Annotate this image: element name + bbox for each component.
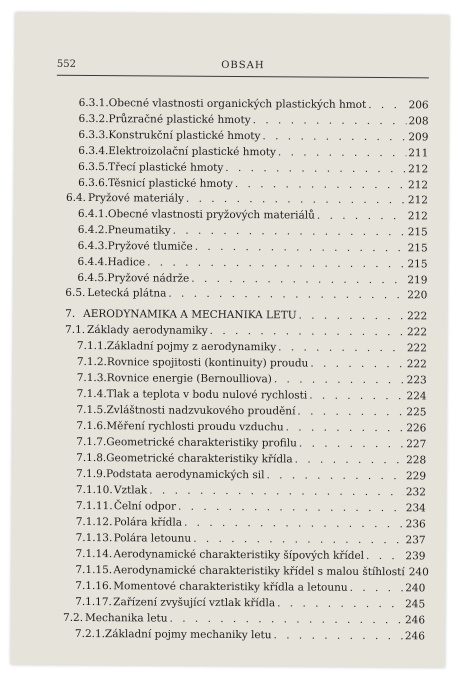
dot-leader xyxy=(262,129,406,145)
entry-title: Konstrukční plastické hmoty xyxy=(108,129,261,143)
entry-title: Letecká plátna xyxy=(87,287,167,300)
entry-title: Rovnice spojitosti (kontinuity) proudu xyxy=(106,356,309,370)
entry-page: 240 xyxy=(408,566,429,579)
entry-title: Měření rychlosti proudu vzduchu xyxy=(106,420,284,434)
entry-page: 206 xyxy=(408,99,429,112)
page-number: 552 xyxy=(56,58,77,70)
entry-title: Zvláštnosti nadzvukového proudění xyxy=(106,404,296,418)
entry-number: 6.3.2. xyxy=(78,112,109,126)
entry-page: 222 xyxy=(406,342,427,355)
dot-leader xyxy=(286,420,405,436)
entry-page: 227 xyxy=(406,438,427,451)
dot-leader xyxy=(225,161,406,177)
entry-page: 222 xyxy=(407,310,428,323)
dot-leader xyxy=(149,483,404,500)
toc-entry xyxy=(76,467,426,484)
dot-leader xyxy=(178,500,404,517)
toc-entry xyxy=(76,451,426,468)
dot-leader xyxy=(195,240,406,256)
entry-title: Momentové charakteristiky křídla a letounu xyxy=(113,580,348,594)
entry-number: 7.1. xyxy=(65,323,86,336)
toc-entry xyxy=(76,499,426,516)
entry-number: 7.1.17. xyxy=(75,595,112,609)
toc-entry xyxy=(77,339,427,356)
dot-leader xyxy=(210,324,405,340)
toc-entry xyxy=(77,387,427,404)
entry-number: 7.1.11. xyxy=(75,499,113,513)
dot-leader xyxy=(366,549,404,564)
entry-title: Čelní odpor xyxy=(113,500,177,513)
entry-page: 245 xyxy=(405,598,426,611)
entry-title: Tlak a teplota v bodu nulové rychlosti xyxy=(106,388,308,402)
dot-leader xyxy=(193,532,403,548)
toc-entry xyxy=(78,112,428,129)
running-title: OBSAH xyxy=(221,59,265,72)
entry-number: 6.3.4. xyxy=(78,144,109,158)
entry-title: Polára křídla xyxy=(113,516,183,529)
entry-title: Geometrické charakteristiky profilu xyxy=(106,436,297,450)
entry-number: 7.1.1. xyxy=(76,339,108,353)
entry-number: 6.4.4. xyxy=(77,255,108,269)
toc-entry xyxy=(76,419,426,436)
entry-title: Základní pojmy z aerodynamiky xyxy=(106,340,277,354)
toc-entry xyxy=(77,371,427,388)
dot-leader xyxy=(186,192,406,209)
toc-entry xyxy=(78,144,428,161)
dot-leader xyxy=(317,209,406,225)
dot-leader xyxy=(278,340,405,356)
entry-number: 7.1.15. xyxy=(75,563,113,577)
toc-entry xyxy=(77,355,427,372)
entry-number: 7.1.5. xyxy=(76,403,107,417)
entry-number: 7.1.9. xyxy=(76,467,107,481)
toc-entry xyxy=(78,223,428,240)
entry-page: 215 xyxy=(407,226,428,239)
entry-page: 237 xyxy=(405,534,426,547)
entry-title: Vztlak xyxy=(113,484,148,497)
entry-title: Rovnice energie (Bernoulliova) xyxy=(106,372,272,386)
dot-leader xyxy=(253,113,407,129)
entry-number: 7.1.14. xyxy=(75,547,113,561)
entry-number: 7.1.2. xyxy=(76,355,107,369)
entry-title: Podstata aerodynamických sil xyxy=(106,468,265,482)
entry-page: 246 xyxy=(404,630,425,643)
entry-number: 6.3.1. xyxy=(78,96,109,110)
entry-title: Elektroizolační plastické hmoty xyxy=(108,145,276,159)
toc-entry xyxy=(65,286,427,304)
entry-number: 7.1.10. xyxy=(75,483,113,497)
toc-entry xyxy=(75,595,425,612)
entry-number: 7. xyxy=(65,307,76,320)
entry-number: 6.4.5. xyxy=(77,271,108,285)
entry-title: Polára letounu xyxy=(113,532,192,545)
entry-page: 220 xyxy=(407,289,428,302)
entry-page: 222 xyxy=(406,358,427,371)
entry-number: 6.5. xyxy=(65,286,86,299)
entry-number: 7.1.4. xyxy=(76,387,107,401)
toc-entry xyxy=(76,435,426,452)
toc-entry xyxy=(76,515,426,532)
entry-number: 6.4.3. xyxy=(77,239,108,253)
entry-number: 6.3.3. xyxy=(78,128,109,142)
entry-number: 7.2. xyxy=(63,611,84,624)
entry-page: 212 xyxy=(407,210,428,223)
entry-title: Zařízení zvyšující vztlak křídla xyxy=(113,596,276,610)
entry-page: 236 xyxy=(405,518,426,531)
entry-number: 7.1.16. xyxy=(75,579,113,593)
entry-page: 239 xyxy=(405,550,426,563)
entry-page: 215 xyxy=(407,258,428,271)
entry-page: 246 xyxy=(404,614,426,627)
entry-page: 212 xyxy=(407,179,429,192)
entry-page: 229 xyxy=(405,470,427,483)
toc-entry xyxy=(78,239,428,256)
toc-entry xyxy=(76,403,426,420)
toc-entry xyxy=(75,563,429,580)
dot-leader xyxy=(310,357,405,373)
toc-entry xyxy=(78,160,428,177)
dot-leader xyxy=(309,389,404,405)
dot-leader xyxy=(299,308,406,324)
entry-page: 208 xyxy=(408,115,429,128)
entry-title: Obecné vlastnosti organických plastických hmot xyxy=(108,97,367,111)
toc-entry xyxy=(75,579,425,596)
entry-title: Obecné vlastnosti pryžových materiálů xyxy=(107,208,315,222)
entry-page: 224 xyxy=(406,390,427,403)
entry-title: Základní pojmy mechaniky letu xyxy=(104,628,272,642)
entry-page: 234 xyxy=(405,502,426,515)
dot-leader xyxy=(278,145,406,161)
table-of-contents xyxy=(11,12,450,667)
dot-leader xyxy=(235,177,406,193)
entry-title: Geometrické charakteristiky křídla xyxy=(106,452,293,466)
toc-entry xyxy=(66,191,428,209)
dot-leader xyxy=(168,287,405,304)
entry-title: Aerodynamické charakteristiky šípových křídel xyxy=(113,548,365,562)
dot-leader xyxy=(368,98,406,113)
toc-entry xyxy=(65,323,427,341)
entry-number: 6.3.6. xyxy=(78,176,109,190)
entry-title: Pryžové materiály xyxy=(87,192,184,205)
dot-leader xyxy=(173,224,406,241)
toc-entry xyxy=(75,547,425,564)
dot-leader xyxy=(277,596,403,612)
entry-page: 211 xyxy=(408,147,429,160)
entry-page: 212 xyxy=(407,194,429,207)
entry-number: 7.1.7. xyxy=(76,435,107,449)
toc-entry xyxy=(78,128,428,145)
entry-number: 6.4.2. xyxy=(77,223,108,237)
toc-entry xyxy=(78,207,428,224)
dot-leader xyxy=(295,452,405,468)
entry-page: 240 xyxy=(405,582,426,595)
entry-title: Průzračné plastické hmoty xyxy=(108,113,251,127)
entry-page: 226 xyxy=(406,422,427,435)
entry-title: Hadice xyxy=(107,256,146,269)
entry-title: Aerodynamické charakteristiky křídel s malou štíhlostí xyxy=(113,564,405,579)
entry-page: 223 xyxy=(406,374,427,387)
book-page xyxy=(11,12,450,667)
entry-title: Pneumatiky xyxy=(107,224,171,237)
entry-page: 228 xyxy=(406,454,427,467)
entry-number: 7.2.1. xyxy=(74,627,106,641)
dot-leader xyxy=(274,628,403,644)
dot-leader xyxy=(274,372,405,388)
entry-number: 6.4. xyxy=(65,191,87,204)
entry-number: 7.1.8. xyxy=(76,451,107,465)
entry-number: 6.3.5. xyxy=(78,160,109,174)
entry-page: 222 xyxy=(406,326,428,339)
entry-title: AERODYNAMIKA A MECHANIKA LETU xyxy=(83,307,297,322)
entry-number: 6.4.1. xyxy=(77,207,108,221)
entry-title: Těsnicí plastické hmoty xyxy=(108,177,233,191)
entry-page: 215 xyxy=(407,242,428,255)
toc-entry xyxy=(76,531,426,548)
entry-number: 7.1.3. xyxy=(76,371,107,385)
entry-number: 7.1.12. xyxy=(75,515,113,529)
entry-title: Mechanika letu xyxy=(85,611,168,625)
entry-title: Pryžové nádrže xyxy=(107,272,190,285)
entry-page: 209 xyxy=(408,131,429,144)
dot-leader xyxy=(266,468,404,484)
entry-title: Pryžové tlumiče xyxy=(107,240,193,253)
toc-entry xyxy=(79,96,429,113)
toc-entry xyxy=(77,255,427,272)
toc-entry xyxy=(63,611,425,629)
dot-leader xyxy=(350,581,404,596)
toc-entry xyxy=(75,627,425,644)
dot-leader xyxy=(170,612,404,629)
dot-leader xyxy=(297,404,404,420)
entry-number: 7.1.6. xyxy=(76,419,107,433)
entry-number: 7.1.13. xyxy=(75,531,113,545)
dot-leader xyxy=(191,272,405,288)
entry-title: Třecí plastické hmoty xyxy=(108,161,224,174)
dot-leader xyxy=(147,255,405,272)
dot-leader xyxy=(184,516,404,533)
entry-page: 225 xyxy=(406,406,427,419)
toc-entry xyxy=(76,483,426,500)
dot-leader xyxy=(299,436,404,452)
entry-page: 219 xyxy=(407,274,428,287)
toc-entry xyxy=(65,307,427,325)
entry-page: 212 xyxy=(408,163,429,176)
entry-page: 232 xyxy=(405,486,426,499)
entry-title: Základy aerodynamiky xyxy=(87,324,208,337)
